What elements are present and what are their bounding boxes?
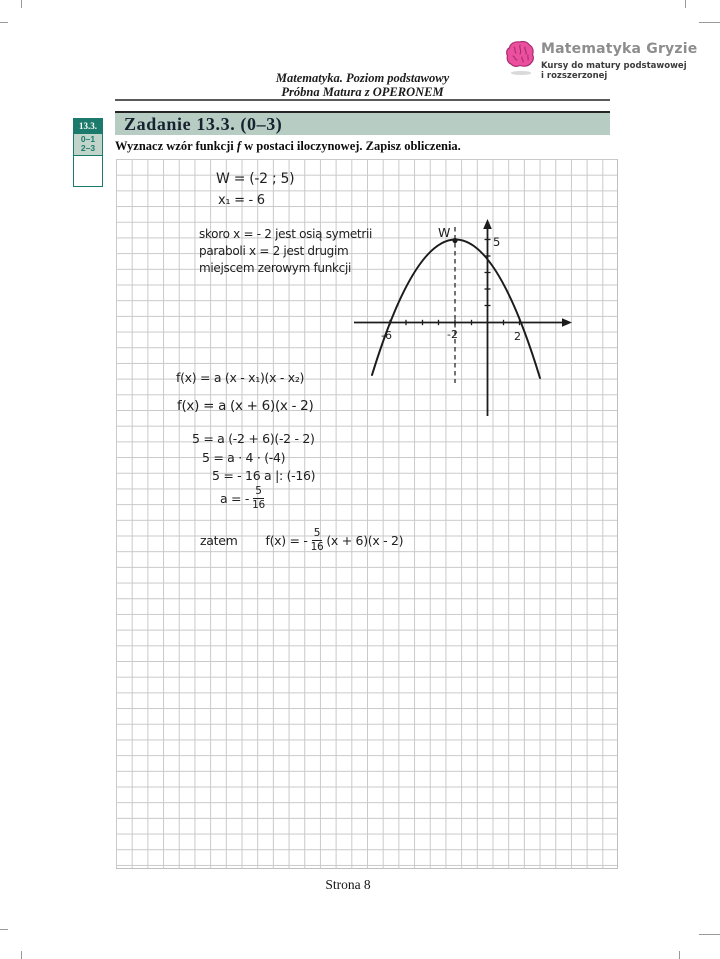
fraction-denominator: 16 — [252, 498, 265, 511]
score-range-1: 0–1 — [80, 134, 96, 144]
y-tick-label-5: 5 — [493, 235, 501, 249]
prompt-function-symbol: f — [236, 139, 242, 153]
vertex-point — [452, 238, 457, 243]
prompt-text: Wyznacz wzór funkcji — [115, 139, 237, 153]
a-value-prefix: a = - — [220, 490, 250, 506]
brand-name: Matematyka Gryzie — [541, 41, 698, 57]
crop-mark — [21, 0, 22, 8]
crop-mark — [679, 951, 680, 959]
score-range-2: 2–3 — [80, 143, 96, 153]
handwritten-note-line2: paraboli x = 2 jest drugim — [199, 244, 349, 258]
final-formula-suffix: (x + 6)(x - 2) — [326, 532, 404, 548]
running-head-line1: Matematyka. Poziom podstawowy — [275, 71, 450, 85]
parabola-curve — [372, 239, 540, 378]
equation-multiplied: 5 = a · 4 · (-4) — [202, 450, 286, 465]
crop-mark — [685, 0, 686, 8]
x-tick-label-neg2: -2 — [447, 328, 458, 341]
squared-answer-area — [116, 159, 618, 869]
handwritten-vertex: W = (-2 ; 5) — [216, 171, 295, 187]
page-number: Strona 8 — [325, 877, 371, 892]
task-score-box — [73, 118, 103, 187]
equation-factored-form: f(x) = a (x + 6)(x - 2) — [177, 398, 314, 414]
crop-mark — [699, 934, 720, 935]
vertex-label: W — [438, 225, 451, 240]
task-title-bar — [115, 111, 610, 135]
task-prompt — [115, 139, 461, 154]
crop-mark — [699, 22, 720, 23]
equation-a-value — [220, 486, 268, 510]
handwritten-root: x₁ = - 6 — [218, 193, 265, 208]
crop-mark — [0, 929, 8, 930]
score-range-cell — [74, 134, 102, 155]
brand-tagline-line2: i rozszerzonej — [541, 71, 608, 81]
prompt-text: w postaci iloczynowej. Zapisz obliczenia. — [241, 139, 461, 153]
fraction-numerator: 5 — [313, 527, 321, 539]
handwritten-note-line3: miejscem zerowym funkcji — [199, 261, 352, 275]
x-axis-arrow — [562, 318, 572, 327]
brain-icon — [505, 40, 537, 70]
final-formula — [266, 528, 404, 552]
header-rule — [115, 99, 610, 101]
final-answer-word: zatem — [200, 532, 238, 548]
final-formula-prefix: f(x) = - — [265, 532, 308, 548]
fraction-denominator: 16 — [310, 540, 324, 553]
running-head-line2: Próbna Matura z OPERONEM — [281, 84, 444, 99]
task-title: Zadanie 13.3. (0–3) — [124, 114, 283, 134]
crop-mark — [0, 22, 8, 23]
brand-tagline-line1: Kursy do matury podstawowej — [541, 61, 687, 71]
final-answer-line — [200, 528, 403, 552]
a-value-fraction — [252, 486, 265, 510]
task-number-cell: 13.3. — [74, 119, 102, 134]
equation-substituted: 5 = a (-2 + 6)(-2 - 2) — [192, 431, 315, 446]
running-head — [115, 72, 610, 99]
crop-mark — [21, 951, 22, 959]
handwritten-note-line1: skoro x = - 2 jest osią symetrii — [199, 227, 373, 241]
y-axis-arrow — [483, 219, 492, 229]
x-tick-label-neg6: -6 — [381, 329, 392, 342]
equation-solved: 5 = - 16 a |: (-16) — [212, 468, 316, 483]
parabola-graph — [116, 159, 618, 869]
final-formula-fraction — [311, 528, 324, 552]
fraction-numerator: 5 — [255, 485, 262, 497]
equation-general-form: f(x) = a (x - x₁)(x - x₂) — [176, 370, 305, 385]
score-entry-cell — [74, 155, 102, 186]
x-tick-label-2: 2 — [514, 330, 521, 343]
